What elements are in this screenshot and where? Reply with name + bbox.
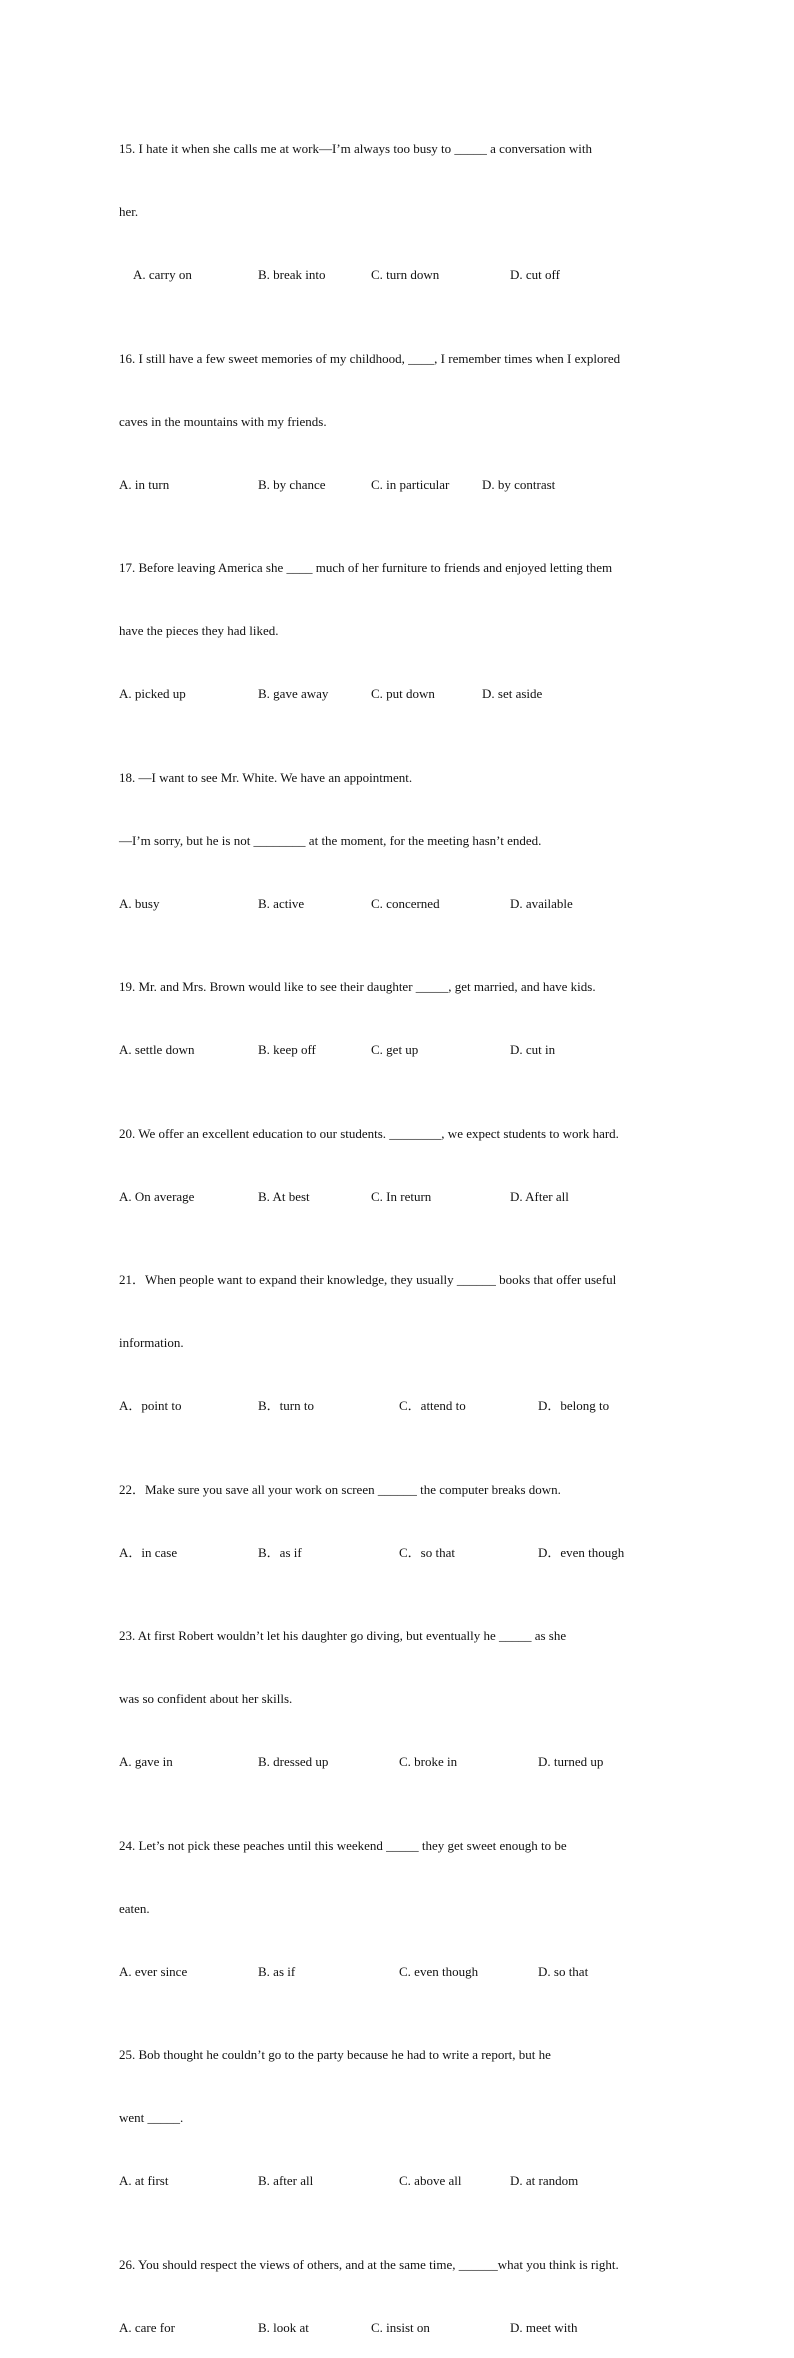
- option-d: D．even though: [538, 1544, 625, 1560]
- stem-line: eaten.: [119, 1900, 150, 1916]
- question-25: [119, 2002, 675, 2191]
- question-16: [119, 306, 675, 495]
- stem-line: 25. Bob thought he couldn’t go to the party because he had to write a report, but he: [119, 2047, 551, 2062]
- answer-options: [119, 2317, 675, 2338]
- stem-line: 19. Mr. and Mrs. Brown would like to see their daughter _____, get married, and have kids.: [119, 979, 596, 994]
- question-stem: [119, 934, 675, 1039]
- option-a: A. settle down: [119, 1042, 195, 1057]
- option-d: D. After all: [510, 1188, 569, 1204]
- answer-options: [119, 893, 675, 914]
- option-a: A. care for: [119, 2319, 175, 2335]
- option-a: A. gave in: [119, 1754, 173, 1769]
- option-c: C. turn down: [371, 267, 440, 282]
- stem-line: 23. At first Robert wouldn’t let his daughter go diving, but eventually he _____ as she: [119, 1628, 567, 1643]
- question-stem: [119, 306, 675, 474]
- answer-options: [119, 1961, 675, 1982]
- option-a: A. On average: [119, 1188, 195, 1204]
- answer-options: [119, 264, 675, 285]
- stem-line: 26. You should respect the views of others, and at the same time, ______what you think is right.: [119, 2256, 619, 2272]
- stem-line: have the pieces they had liked.: [119, 623, 279, 638]
- option-d: D. available: [510, 895, 573, 911]
- option-b: B. after all: [258, 2173, 314, 2188]
- stem-line: 15. I hate it when she calls me at work—I’m always too busy to _____ a conversation with: [119, 141, 592, 156]
- question-stem: [119, 1793, 675, 1961]
- question-stem: [119, 1227, 675, 1395]
- stem-line: —I’m sorry, but he is not ________ at the moment, for the meeting hasn’t ended.: [119, 832, 542, 848]
- option-c: C．so that: [399, 1544, 455, 1560]
- option-a: A. at first: [119, 2173, 169, 2188]
- question-stem: [119, 1437, 675, 1542]
- answer-options: [119, 474, 675, 495]
- option-c: C. put down: [371, 686, 435, 701]
- worksheet: [119, 96, 675, 2358]
- option-d: D. cut off: [510, 267, 560, 282]
- question-23: [119, 1583, 675, 1772]
- answer-options: [119, 1186, 675, 1207]
- option-d: D. meet with: [510, 2319, 578, 2335]
- question-22: [119, 1437, 675, 1563]
- stem-line: information.: [119, 1335, 184, 1350]
- stem-line: went _____.: [119, 2110, 184, 2125]
- stem-line: 22．Make sure you save all your work on screen ______ the computer breaks down.: [119, 1481, 561, 1497]
- option-d: D．belong to: [538, 1398, 610, 1413]
- answer-options: [119, 1751, 675, 1772]
- question-21: [119, 1227, 675, 1416]
- option-a: A. in turn: [119, 476, 170, 492]
- question-19: [119, 934, 675, 1060]
- question-18: [119, 725, 675, 914]
- answer-options: [119, 1395, 675, 1416]
- option-b: B. keep off: [258, 1042, 316, 1057]
- question-stem: [119, 2002, 675, 2170]
- option-c: C. concerned: [371, 895, 440, 911]
- option-b: B. active: [258, 895, 305, 911]
- question-stem: [119, 515, 675, 683]
- stem-line: 20. We offer an excellent education to our students. ________, we expect students to work hard.: [119, 1125, 619, 1141]
- stem-line: her.: [119, 204, 139, 219]
- option-d: D. set aside: [482, 686, 543, 701]
- answer-options: [119, 1039, 675, 1060]
- stem-line: was so confident about her skills.: [119, 1691, 293, 1706]
- stem-line: 18. —I want to see Mr. White. We have an appointment.: [119, 769, 413, 785]
- option-a: A. picked up: [119, 686, 186, 701]
- question-stem: [119, 725, 675, 893]
- option-b: B．turn to: [258, 1398, 314, 1413]
- question-stem: [119, 96, 675, 264]
- question-15: [119, 96, 675, 285]
- answer-options: [119, 1542, 675, 1563]
- option-b: B. gave away: [258, 686, 329, 701]
- option-c: C. insist on: [371, 2319, 430, 2335]
- option-b: B. At best: [258, 1188, 310, 1204]
- stem-line: caves in the mountains with my friends.: [119, 413, 327, 429]
- option-b: B．as if: [258, 1544, 302, 1560]
- question-17: [119, 515, 675, 704]
- option-c: C. In return: [371, 1188, 432, 1204]
- option-b: B. break into: [258, 267, 326, 282]
- option-a: A. busy: [119, 895, 160, 911]
- question-stem: [119, 1081, 675, 1186]
- option-d: D. turned up: [538, 1754, 604, 1769]
- answer-options: [119, 2170, 675, 2191]
- question-24: [119, 1793, 675, 1982]
- option-c: C. get up: [371, 1042, 419, 1057]
- option-d: D. by contrast: [482, 476, 556, 492]
- option-b: B. by chance: [258, 476, 326, 492]
- stem-line: 24. Let’s not pick these peaches until this weekend _____ they get sweet enough to be: [119, 1837, 567, 1853]
- option-b: B. look at: [258, 2319, 309, 2335]
- stem-line: 17. Before leaving America she ____ much of her furniture to friends and enjoyed letting them: [119, 560, 613, 575]
- option-a: A. carry on: [133, 267, 192, 282]
- option-a: A. ever since: [119, 1963, 188, 1979]
- option-c: C. broke in: [399, 1754, 458, 1769]
- option-c: C. in particular: [371, 476, 450, 492]
- stem-line: 21．When people want to expand their knowledge, they usually ______ books that offer useful: [119, 1272, 617, 1287]
- question-stem: [119, 1583, 675, 1751]
- question-stem: [119, 2212, 675, 2317]
- option-c: C. above all: [399, 2173, 462, 2188]
- option-d: D. cut in: [510, 1042, 556, 1057]
- option-a: A．point to: [119, 1398, 182, 1413]
- answer-options: [119, 683, 675, 704]
- question-20: [119, 1081, 675, 1207]
- option-b: B. as if: [258, 1963, 296, 1979]
- option-a: A．in case: [119, 1544, 178, 1560]
- option-c: C．attend to: [399, 1398, 466, 1413]
- option-b: B. dressed up: [258, 1754, 329, 1769]
- option-d: D. so that: [538, 1963, 589, 1979]
- option-d: D. at random: [510, 2173, 579, 2188]
- question-26: [119, 2212, 675, 2338]
- stem-line: 16. I still have a few sweet memories of my childhood, ____, I remember times when I explored: [119, 350, 621, 366]
- option-c: C. even though: [399, 1963, 479, 1979]
